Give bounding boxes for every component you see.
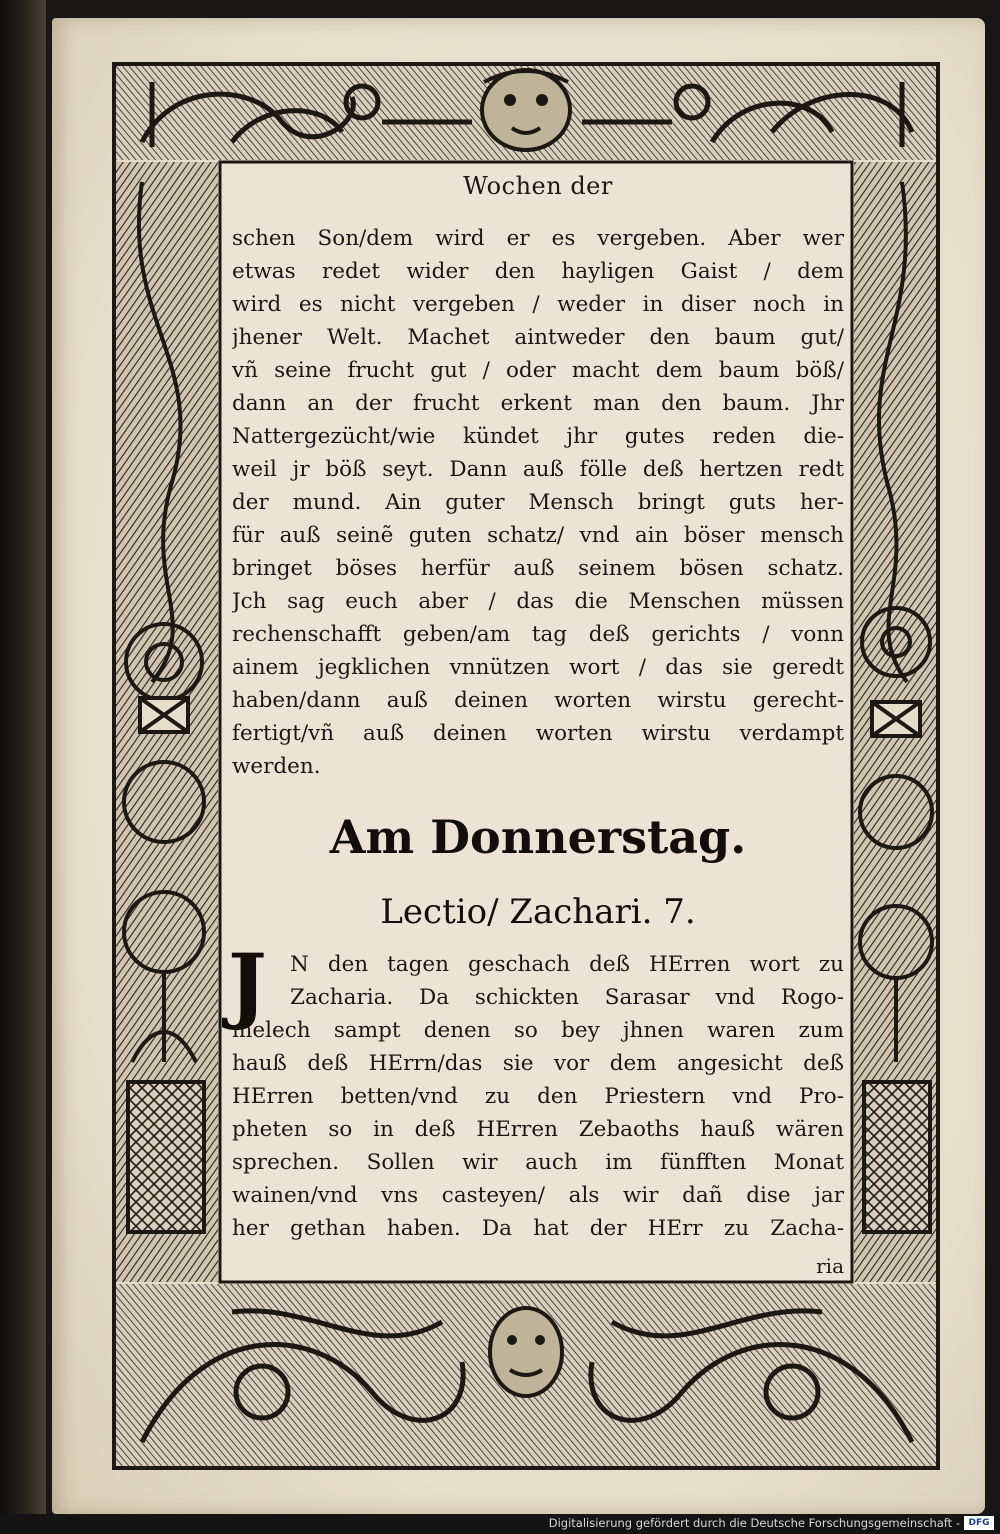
body-line: etwas redet wider den hayligen Gaist / dem xyxy=(232,259,844,284)
body-line: für auß seinẽ guten schatz/ vnd ain böser mensch xyxy=(232,523,844,548)
grotesque-mask-icon xyxy=(490,1308,562,1396)
lectio-line: melech sampt denen so bey jhnen waren zum xyxy=(232,1018,844,1043)
catchword: ria xyxy=(816,1254,844,1278)
body-line: vñ seine frucht gut / oder macht dem baum böß/ xyxy=(232,358,844,383)
lectio-line: HErren betten/vnd zu den Priestern vnd Pro- xyxy=(232,1084,844,1109)
body-line: dann an der frucht erkent man den baum. Jhr xyxy=(232,391,844,416)
body-line: weil jr böß seyt. Dann auß fölle deß hertzen redt xyxy=(232,457,844,482)
footer-credit: Digitalisierung gefördert durch die Deutsche Forschungsgemeinschaft - xyxy=(548,1516,960,1530)
dfg-logo-icon[interactable]: DFG xyxy=(964,1516,994,1530)
lectio-line: sprechen. Sollen wir auch im fünfften Monat xyxy=(232,1150,844,1175)
body-line: Nattergezücht/wie kündet jhr gutes reden die- xyxy=(232,424,844,449)
section-heading: Am Donnerstag. xyxy=(329,810,747,864)
body-line: ainem jegklichen vnnützen wort / das sie geredt xyxy=(232,655,844,680)
lion-mask-icon xyxy=(482,70,570,150)
lectio-line: hauß deß HErrn/das sie vor dem angesicht deß xyxy=(232,1051,844,1076)
body-line: haben/dann auß deinen worten wirstu gerecht- xyxy=(232,688,844,713)
initial-letter: J xyxy=(228,937,267,1033)
lectio-heading: Lectio/ Zachari. 7. xyxy=(380,892,696,932)
lectio-line: pheten so in deß HErren Zebaoths hauß wären xyxy=(232,1117,844,1142)
body-line: werden. xyxy=(232,754,321,779)
book-spine xyxy=(0,0,46,1534)
body-line: schen Son/dem wird er es vergeben. Aber wer xyxy=(232,226,844,251)
body-line: rechenschafft geben/am tag deß gerichts / vonn xyxy=(232,622,844,647)
lectio-line: her gethan haben. Da hat der HErr zu Zacha- xyxy=(232,1216,844,1241)
running-head: Wochen der xyxy=(463,172,613,200)
body-line: jhener Welt. Machet aintweder den baum gut/ xyxy=(232,325,844,350)
body-line: Jch sag euch aber / das die Menschen müssen xyxy=(232,589,844,614)
lectio-line: Zacharia. Da schickten Sarasar vnd Rogo- xyxy=(290,985,844,1010)
lectio-line: wainen/vnd vns casteyen/ als wir dañ dise jar xyxy=(232,1183,844,1208)
body-line: bringet böses herfür auß seinem bösen schatz. xyxy=(232,556,844,581)
body-line: der mund. Ain guter Mensch bringt guts her- xyxy=(232,490,844,515)
lectio-line: N den tagen geschach deß HErren wort zu xyxy=(290,952,844,977)
body-line: fertigt/vñ auß deinen worten wirstu verdampt xyxy=(232,721,844,746)
body-line: wird es nicht vergeben / weder in diser noch in xyxy=(232,292,844,317)
